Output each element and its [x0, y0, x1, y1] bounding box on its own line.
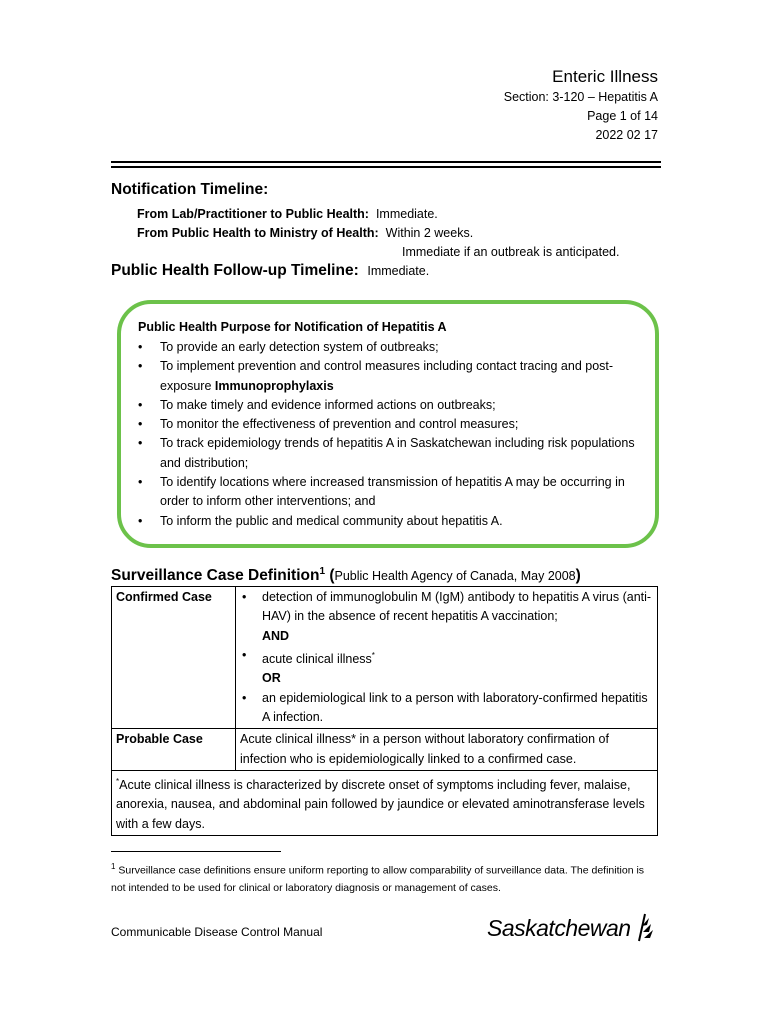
section-label: Section: 3-120 – Hepatitis A	[503, 90, 658, 104]
purpose-item-bold: Immunoprophylaxis	[214, 378, 334, 393]
table-row-probable	[112, 729, 658, 771]
notification-row-label: From Public Health to Ministry of Health:	[137, 226, 379, 240]
criteria-connector-or: OR	[262, 671, 281, 686]
followup-label: Public Health Follow-up Timeline:	[111, 262, 359, 279]
purpose-item: • To make timely and evidence informed actions on outbreaks;	[138, 396, 643, 415]
notification-extra: Immediate if an outbreak is anticipated.	[402, 245, 620, 259]
header-rule-bottom	[111, 166, 661, 168]
notification-heading: Notification Timeline:	[111, 181, 269, 198]
purpose-item: • To inform the public and medical community about hepatitis A.	[138, 512, 643, 531]
notification-row-value: Within 2 weeks.	[385, 226, 474, 240]
case-definition-table	[111, 586, 658, 836]
confirmed-case-criteria	[236, 587, 658, 729]
notification-row-label: From Lab/Practitioner to Public Health:	[137, 207, 369, 221]
surveillance-source: Public Health Agency of Canada, May 2008	[334, 569, 576, 584]
logo-wordmark: Saskatchewan	[487, 915, 631, 941]
footnote: $^1$ Surveillance case definitions ensure uniform reporting to allow comparability of surveillance data. The definition is not intended to be used for clinical or laboratory diagnosis or management of cases.	[111, 862, 645, 894]
saskatchewan-logo	[487, 912, 655, 942]
clinical-illness-note: *Acute clinical illness is characterized by discrete onset of symptoms including fever, malaise, anorexia, nausea, and abdominal pain followed by jaundice or elevated aminotransferase levels with a few days.	[112, 770, 658, 835]
notification-row-value: Immediate.	[375, 207, 438, 221]
footnote-ref: 1	[319, 566, 326, 577]
purpose-heading: Public Health Purpose for Notification of Hepatitis A	[138, 320, 447, 334]
page-number: Page 1 of 14	[587, 109, 658, 123]
criteria-item: • detection of immunoglobulin M (IgM) antibody to hepatitis A virus (anti-HAV) in the absence of recent hepatitis A vaccination;	[240, 588, 653, 627]
purpose-item: • To identify locations where increased transmission of hepatitis A may be occurring in order to inform other interventions; and	[138, 473, 643, 512]
purpose-item: • To implement prevention and control measures including contact tracing and post-exposure Immunoprophylaxis	[138, 357, 643, 396]
followup-heading	[111, 262, 429, 280]
footnote-rule	[111, 851, 281, 852]
probable-case-text: Acute clinical illness* in a person without laboratory confirmation of infection who is epidemiologically linked to a confirmed case.	[236, 729, 658, 771]
followup-value: Immediate.	[367, 264, 430, 278]
confirmed-case-label: Confirmed Case	[112, 587, 236, 729]
criteria-item: • an epidemiological link to a person with laboratory-confirmed hepatitis A infection.	[240, 689, 653, 728]
criteria-connector-and: AND	[262, 628, 290, 643]
probable-case-label: Probable Case	[112, 729, 236, 771]
table-row-confirmed	[112, 587, 658, 729]
document-date: 2022 02 17	[595, 128, 658, 142]
purpose-item: • To monitor the effectiveness of prevention and control measures;	[138, 415, 643, 434]
document-title: Enteric Illness	[552, 67, 658, 86]
purpose-list	[138, 338, 643, 531]
footer-manual-title: Communicable Disease Control Manual	[111, 925, 323, 939]
document-header	[504, 66, 658, 145]
purpose-item: • To track epidemiology trends of hepatitis A in Saskatchewan including risk populations and distribution;	[138, 434, 643, 473]
surveillance-heading: Surveillance Case Definition$^1$ (Public Health Agency of Canada, May 2008)	[111, 566, 581, 585]
wheat-icon	[635, 912, 655, 942]
notification-row-lab	[137, 205, 438, 224]
table-row-note	[112, 770, 658, 835]
purpose-item: • To provide an early detection system of outbreaks;	[138, 338, 643, 357]
criteria-item: • acute clinical illness*	[240, 646, 653, 669]
notification-row-ministry	[137, 224, 473, 243]
header-rule-top	[111, 161, 661, 163]
